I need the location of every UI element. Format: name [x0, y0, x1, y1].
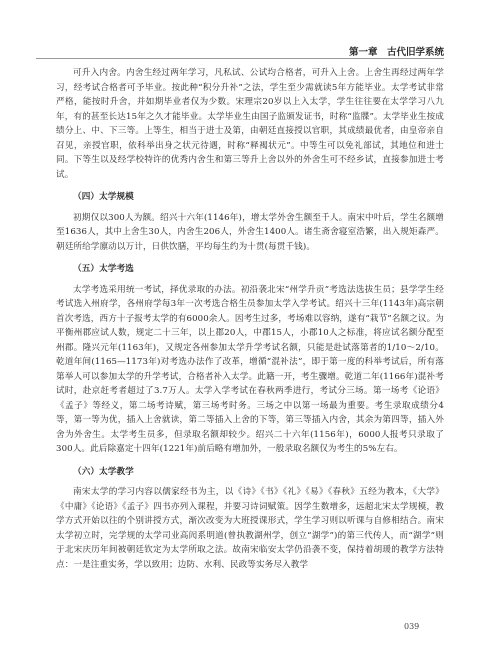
- section-title-exam: （五）太学考选: [73, 264, 134, 274]
- section-teaching-paragraph: 南宋太学的学习内容以儒家经书为主，以《诗》《书》《礼》《易》《春秋》五经为教本，《大学》《中庸》《论语》《孟子》四书亦列入课程，并要习诗词赋策。因学生数增多，远超北宋太学规模，教学方式开始以往的个别讲授方式，渐次改变为大班授课形式，学生学习则以听课与自修相结合。南宋太学初立时，完学规的太学司业高闶系明道(曾执教湖州学，创立“湖学”)的第三代传人，而“湖学”则于北宋庆历年间被朝廷钦定为太学所取之法。故南宋临安太学仍沿袭不变，保持着胡瑗的教学方法特点：一是注重实务，学以致用；边防、水利、民政等实务尽入教学: [56, 487, 444, 570]
- section-scale-paragraph: 初期仅以300人为额。绍兴十六年(1146年)，增太学外舍生额至千人。南宋中叶后，学生名额增至1636人，其中上舍生30人，内舍生206人，外舍生1400人。诸生斋舍寝室浩繁，出入规矩森严。朝廷所给学廪动以万计，日供饮膳，平均每生约为十贯(每贯千钱)。: [56, 212, 444, 252]
- page-body: [56, 66, 444, 572]
- section-title-teaching: （六）太学教学: [73, 466, 134, 477]
- header-divider: [36, 58, 444, 59]
- section-exam-paragraph: 太学考选采用统一考试，择优录取的办法。初沿袭北宋“州学升贡”考选法选拔生员；县学学生经考试选入州府学，各州府学每3年一次考选合格生员参加太学入学考试。绍兴十三年(1143年)高宗朝首次考选，西方十子报考太学的有6000余人。因考生过多，考场难以容纳，遂有“栽节”名额之议。为平衡州郡应试人数，规定二十三年，以上郡20人，中郡15人，小郡10人之标准，将应试名额分配至州郡。隆兴元年(1163年)，又规定各州参加太学升学考试名额，只能是赴试落第者的1/10～2/10。乾道年间(1165—1173年)对考选办法作了改革，增循“混补法”，即于第一度的科举考试后，所有落第举人可以参加太学的升学考试，合格者补入太学。此籍一开，考生骤增。乾道二年(1166年)混补考试时，赴京赶考者超过了3.7万人。太学入学考试在春秋两季进行，考试分三场。第一场考《论语》《孟子》等经义，第二场考诗赋，第三场考时务。三场之中以第一场最为重要。考生录取成绩分4等，第一等为优，插入上舍就读，第二等插入上舍的下等，第三等插入内舍，其余为第四等，插入外舍为外舍生。太学考生员多，但录取名额却较少。绍兴二十六年(1156年)，6000人报考只录取了300人。此后除嘉定十四年(1221年)前后略有增加外，一般录取名额仅为考生的5%左右。: [56, 284, 444, 454]
- section-title-scale: （四）太学规模: [73, 192, 134, 202]
- page-number: 039: [404, 622, 420, 631]
- intro-paragraph: 可升入内舍。内舍生经过两年学习，凡私试、公试均合格者，可升入上舍。上舍生再经过两年学习，经考试合格者可予毕业。按此种“积分升补”之法，学生至少需就读5年方能毕业。太学考试非常严格，能按时升舍，并如期毕业者仅为少数。宋理宗20岁以上入太学，学生往往要在太学学习八九年，有的甚至长达15年之久才能毕业。太学毕业生由国子监颁发证书，时称“监牒”。太学毕业生按成绩分上、中、下三等。上等生，相当于进士及第，由朝廷直接授以官职，其成绩最优者，由皇帝亲自召见，亲授官职，依科举出身之状元待遇，时称“释褐状元”。中等生可以免礼部试，其地位和进士同。下等生以及经学校特许的优秀内舍生和第三等升上舍以外的外舍生可不经乡试，直接参加进士考试。: [56, 68, 444, 180]
- chapter-header: 第一章 古代旧学系统: [348, 47, 444, 58]
